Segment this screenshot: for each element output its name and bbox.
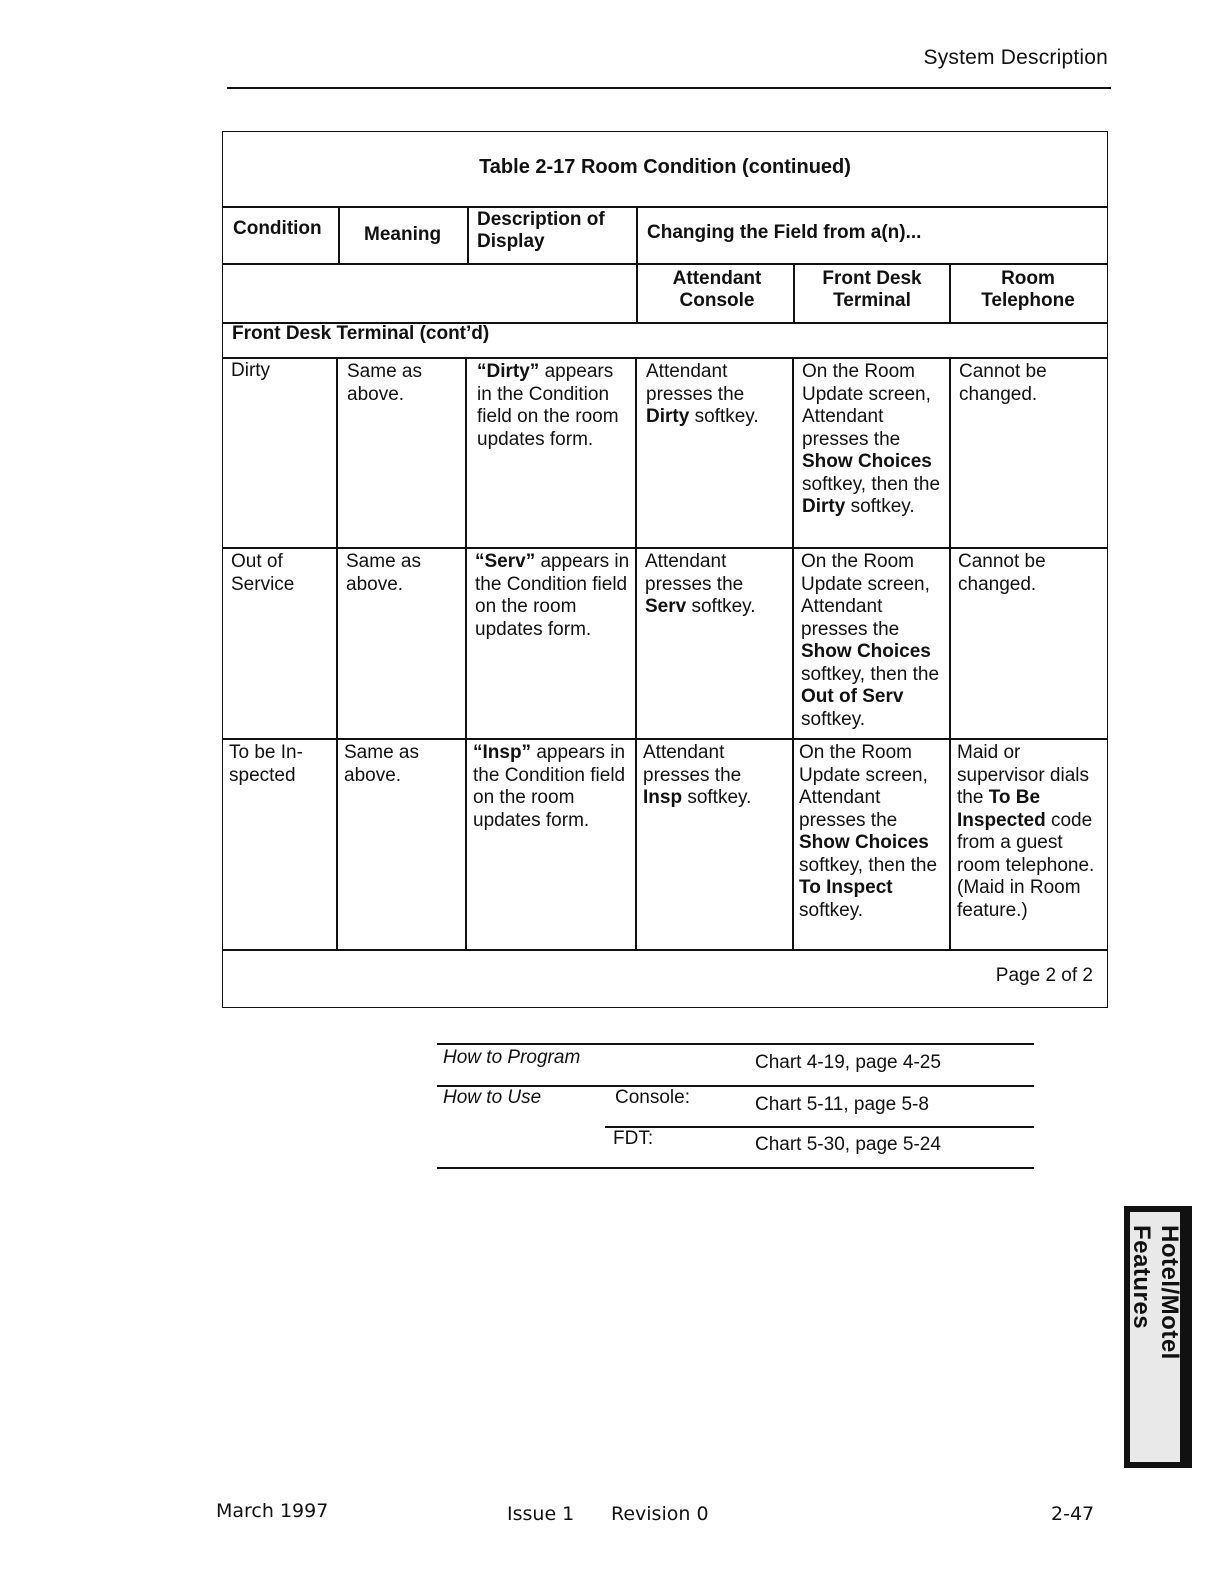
header-description: Description of Display <box>477 209 605 252</box>
footer-date: March 1997 <box>216 1500 329 1522</box>
side-tab-panel <box>1128 1212 1183 1462</box>
room-condition-table <box>222 131 1108 1008</box>
row2-fdt <box>801 551 943 731</box>
rule-row-1 <box>223 547 1107 549</box>
row2-meaning: Same as above. <box>346 551 421 595</box>
vrule-body-3 <box>635 357 637 949</box>
row1-fdt-pre: On the Room Update screen, Attendant presses the <box>802 361 931 450</box>
row1-description <box>477 361 629 451</box>
header-room-telephone: Room Telephone <box>981 268 1075 311</box>
row3-telephone-post: code from a guest room telephone. (Maid in Room feature.) <box>957 809 1095 921</box>
table-title: Table 2-17 Room Condition (continued) <box>479 156 851 178</box>
row2-description <box>475 551 630 641</box>
row2-fdt-post: softkey. <box>801 708 866 730</box>
vrule-body-4 <box>792 357 794 949</box>
header-condition: Condition <box>233 218 322 239</box>
row2-fdt-bold1: Show Choices <box>801 641 931 662</box>
header-front-desk-terminal: Front Desk Terminal <box>822 268 922 311</box>
row2-console-bold: Serv <box>645 596 687 617</box>
vrule-body-2 <box>465 357 467 949</box>
row3-console-pre: Attendant presses the <box>643 742 742 786</box>
row1-console-pre: Attendant presses the <box>646 361 745 405</box>
row2-condition: Out of Service <box>231 551 295 595</box>
vrule-header-1 <box>338 206 340 263</box>
row1-fdt-post: softkey. <box>845 496 915 517</box>
row3-description-bold: “Insp” <box>473 742 532 763</box>
row1-fdt <box>802 361 944 519</box>
vrule-sub-3 <box>949 263 951 322</box>
page-indicator: Page 2 of 2 <box>995 965 1093 986</box>
row2-telephone: Cannot be changed. <box>958 551 1046 595</box>
how-to-use-label: How to Use <box>443 1087 542 1108</box>
row1-console-bold: Dirty <box>646 406 690 427</box>
row2-console <box>645 551 785 619</box>
rule-row-2 <box>223 738 1107 740</box>
rule-under-title <box>223 206 1107 208</box>
header-attendant-console: Attendant Console <box>672 268 762 311</box>
row3-telephone <box>957 742 1099 922</box>
row1-description-bold: “Dirty” <box>477 361 540 382</box>
row3-console <box>643 742 783 810</box>
xref-rule-fdt <box>605 1126 1034 1128</box>
row2-fdt-pre: On the Room Update screen, Attendant presses the <box>801 551 930 640</box>
side-tab-label: Hotel/Motel Features <box>1128 1225 1183 1360</box>
row3-meaning: Same as above. <box>344 742 419 786</box>
row1-fdt-mid: softkey, then the <box>802 473 941 495</box>
row2-fdt-bold2: Out of Serv <box>801 686 904 707</box>
row3-description <box>473 742 628 832</box>
row3-telephone-pre: Maid or supervisor dials the <box>957 742 1089 808</box>
vrule-header-3 <box>636 206 638 263</box>
row1-description-text: appears in the Condition field on the room updates form. <box>477 361 619 450</box>
row3-telephone-bold: To Be Inspected <box>957 787 1046 831</box>
header-meaning: Meaning <box>364 224 442 245</box>
vrule-sub-1 <box>636 263 638 322</box>
row1-fdt-bold1: Show Choices <box>802 451 932 472</box>
row1-console <box>646 361 786 429</box>
footer-issue: Issue 1 <box>507 1503 575 1525</box>
row1-meaning: Same as above. <box>347 361 422 405</box>
vrule-body-1 <box>336 357 338 949</box>
xref-rule-top <box>437 1043 1034 1045</box>
header-rule <box>227 87 1111 89</box>
row1-fdt-bold2: Dirty <box>802 496 846 517</box>
row1-console-post: softkey. <box>689 406 759 427</box>
rule-under-section <box>223 357 1107 359</box>
xref-rule-bottom <box>437 1167 1034 1169</box>
row3-fdt-pre: On the Room Update screen, Attendant presses the <box>799 742 928 831</box>
console-chart-ref: Chart 5-11, page 5-8 <box>755 1094 929 1115</box>
fdt-chart-ref: Chart 5-30, page 5-24 <box>755 1134 941 1155</box>
row3-fdt-bold1: Show Choices <box>799 832 929 853</box>
row1-condition: Dirty <box>231 360 271 381</box>
row3-fdt-post: softkey. <box>799 899 864 921</box>
rule-under-header <box>223 263 1107 265</box>
row1-telephone: Cannot be changed. <box>959 361 1047 405</box>
row3-description-text: appears in the Condition field on the room updates form. <box>473 742 626 831</box>
row2-fdt-mid: softkey, then the <box>801 663 940 685</box>
row2-description-text: appears in the Condition field on the room updates form. <box>475 551 630 640</box>
row3-console-bold: Insp <box>643 787 683 808</box>
row3-condition: To be In-spected <box>229 742 303 786</box>
vrule-header-2 <box>467 206 469 263</box>
section-header: System Description <box>923 46 1108 69</box>
row2-console-pre: Attendant presses the <box>645 551 744 595</box>
row3-fdt-mid: softkey, then the <box>799 854 938 876</box>
rule-row-3 <box>223 949 1107 951</box>
row2-description-bold: “Serv” <box>475 551 536 572</box>
how-to-program-label: How to Program <box>443 1047 581 1068</box>
console-label: Console: <box>615 1087 690 1108</box>
section-label: Front Desk Terminal (cont’d) <box>232 323 490 344</box>
chapter-side-tab <box>1124 1206 1192 1468</box>
vrule-sub-2 <box>793 263 795 322</box>
vrule-body-5 <box>949 357 951 949</box>
footer-page-number: 2-47 <box>1051 1503 1095 1525</box>
row3-fdt <box>799 742 943 922</box>
fdt-label: FDT: <box>613 1128 654 1149</box>
row2-console-post: softkey. <box>686 596 756 617</box>
program-chart-ref: Chart 4-19, page 4-25 <box>755 1052 941 1073</box>
cross-reference-block <box>437 1043 1034 1173</box>
row3-fdt-bold2: To Inspect <box>799 877 893 898</box>
footer-revision: Revision 0 <box>611 1503 709 1525</box>
row3-console-post: softkey. <box>682 787 752 808</box>
header-changing: Changing the Field from a(n)... <box>647 222 922 243</box>
